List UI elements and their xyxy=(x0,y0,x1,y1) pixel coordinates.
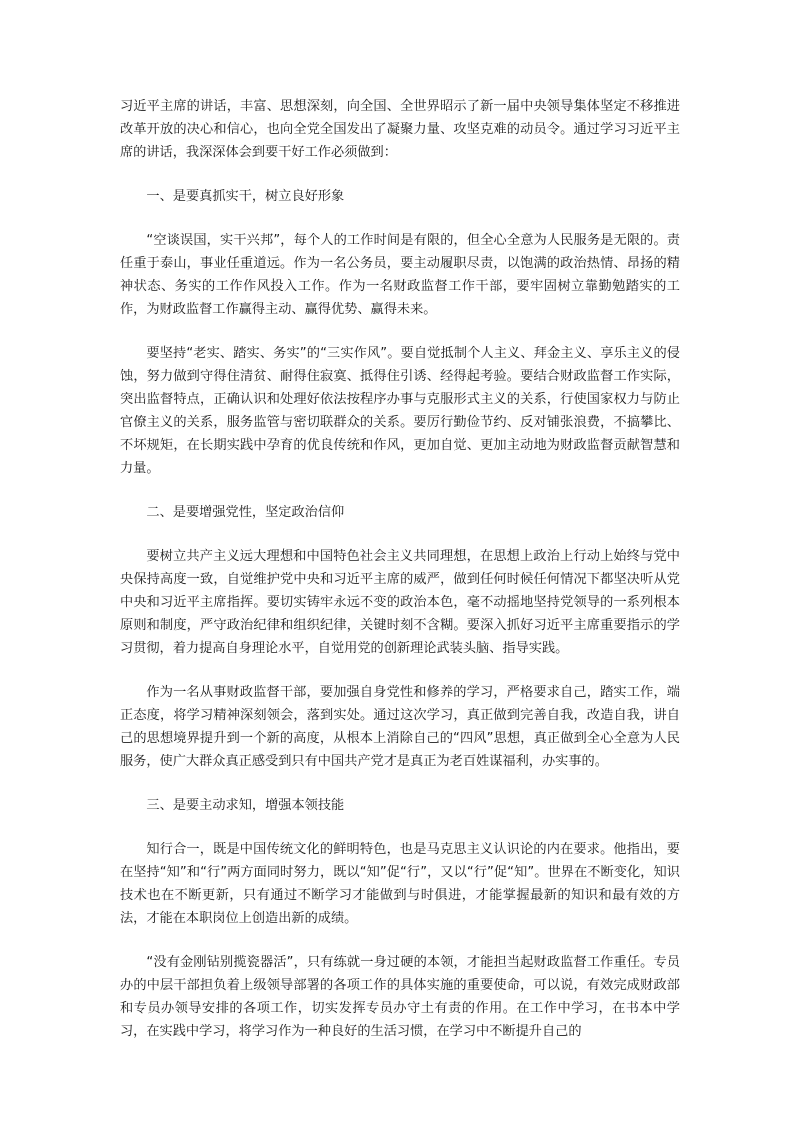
section-2-paragraph-1: 要树立共产主义远大理想和中国特色社会主义共同理想，在思想上政治上行动上始终与党中央保持高度一致，自觉维护党中央和习近平主席的威严，做到任何时候任何情况下都坚决听从党中央和习近平主席指挥。要切实铸牢永远不变的政治本色，毫不动摇地坚持党领导的一系列根本原则和制度，严守政治纪律和组织纪律，关键时刻不含糊。要深入抓好习近平主席重要指示的学习贯彻，着力提高自身理论水平，自觉用党的创新理论武装头脑、指导实践。 xyxy=(120,549,680,656)
section-1-paragraph-2: 要坚持“老实、踏实、务实”的“三实作风”。要自觉抵制个人主义、拜金主义、享乐主义的侵蚀，努力做到守得住清贫、耐得住寂寞、抵得住引诱、经得起考验。要结合财政监督工作实际，突出监督特点，正确认识和处理好依法按程序办事与克服形式主义的关系，行使国家权力与防止官僚主义的关系，服务监管与密切联群众的关系。要厉行勤俭节约、反对铺张浪费，不搞攀比、不坏规矩，在长期实践中孕育的优良传统和作风，更加自觉、更加主动地为财政监督贡献智慧和力量。 xyxy=(120,346,680,476)
document-page xyxy=(120,95,680,1043)
section-3-paragraph-1: 知行合一，既是中国传统文化的鲜明特色，也是马克思主义认识论的内在要求。他指出，要在坚持“知”和“行”两方面同时努力，既以“知”促“行”，又以“行”促“知”。世界在不断变化，知识技术也在不断更新，只有通过不断学习才能做到与时俱进，才能掌握最新的知识和最有效的方法，才能在本职岗位上创造出新的成绩。 xyxy=(120,842,680,926)
section-2-paragraph-2: 作为一名从事财政监督干部，要加强自身党性和修养的学习，严格要求自己，踏实工作，端正态度，将学习精神深刻领会，落到实处。通过这次学习，真正做到完善自我，改造自我，讲自己的思想境界提升到一个新的高度，从根本上消除自己的“四风”思想，真正做到全心全意为人民服务，使广大群众真正感受到只有中国共产党才是真正为老百姓谋福利，办实事的。 xyxy=(120,685,680,769)
section-3-paragraph-2: “没有金刚钻别揽瓷器活”，只有练就一身过硬的本领，才能担当起财政监督工作重任。专员办的中层干部担负着上级领导部署的各项工作的具体实施的重要使命，可以说，有效完成财政部和专员办领导安排的各项工作，切实发挥专员办守土有责的作用。在工作中学习，在书本中学习，在实践中学习，将学习作为一种良好的生活习惯，在学习中不断提升自己的 xyxy=(120,955,680,1039)
section-1-paragraph-1: “空谈误国，实干兴邦”，每个人的工作时间是有限的，但全心全意为人民服务是无限的。责任重于泰山，事业任重道远。作为一名公务员，要主动履职尽责，以饱满的政治热情、昂扬的精神状态、务实的工作作风投入工作。作为一名财政监督工作干部，要牢固树立靠勤勉踏实的工作，为财政监督工作赢得主动、赢得优势、赢得未来。 xyxy=(120,233,680,317)
section-1-heading: 一、是要真抓实干，树立良好形象 xyxy=(146,189,345,204)
section-2-heading: 二、是要增强党性，坚定政治信仰 xyxy=(146,505,345,520)
section-3-heading: 三、是要主动求知，增强本领技能 xyxy=(146,798,345,813)
intro-paragraph: 习近平主席的讲话，丰富、思想深刻，向全国、全世界昭示了新一届中央领导集体坚定不移推进改革开放的决心和信心，也向全党全国发出了凝聚力量、攻坚克难的动员令。通过学习习近平主席的讲话，我深深体会到要干好工作必须做到： xyxy=(120,99,680,160)
